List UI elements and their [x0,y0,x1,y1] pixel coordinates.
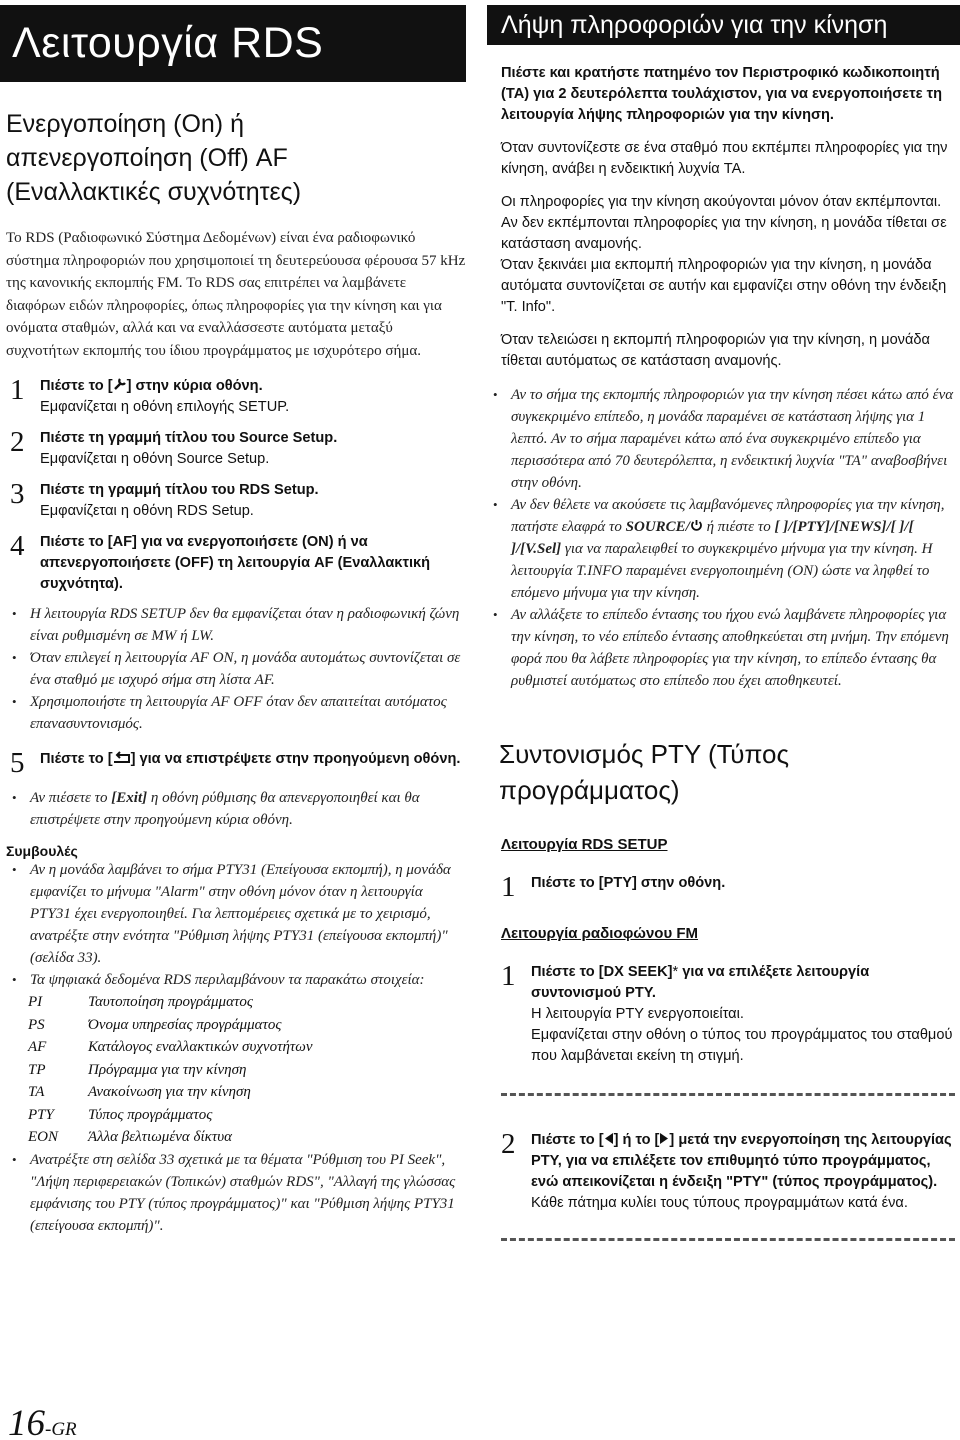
rds-abbreviations-table [28,991,313,1149]
table-row: AF Κατάλογος εναλλακτικών συχνοτήτων [28,1039,313,1055]
section-title-af: Ενεργοποίηση (On) ή απενεργοποίηση (Off) AF (Εναλλακτικές συχνότητες) [6,110,302,206]
table-row: PS Όνομα υπηρεσίας προγράμματος [28,1016,282,1033]
tips-list-2 [6,1149,466,1237]
tips-title: Συμβουλές [6,843,78,859]
table-row: EON Άλλα βελτιωμένα δίκτυα [28,1129,232,1145]
left-arrow-icon [604,1132,614,1145]
step-title: Πιέστε το [ ] στην κύρια οθόνη. [40,378,263,394]
list-item: • Αν το σήμα της εκπομπής πληροφοριών για την κίνηση πέσει κάτω από ένα συγκεκριμένο επίπεδο, η μονάδα παραμένει σε κατάσταση λήψης για 1 λεπτό. Αν το σήμα παραμένει κάτω από ένα συγκεκριμένο επίπεδο για περισσότερα από 70 δευτερόλεπτα, η ενδεικτική λυχνία "TA" αναβοσβήνει στην οθόνη. [487,384,957,494]
tools-icon [113,377,127,391]
step-number: 2 [501,1128,516,1160]
dashed-divider [501,1238,955,1241]
tips-list [6,859,466,991]
step-1 [6,376,466,418]
dashed-divider [501,1093,955,1096]
list-item: • Αν η μονάδα λαμβάνει το σήμα PTY31 (Επείγουσα εκπομπή), η μονάδα εμφανίζει το μήνυμα "Alarm" στην οθόνη μόνον όταν η λειτουργία PTY31 έχει ενεργοποιηθεί. Για λεπτομέρειες σχετικά με το χειρισμό, ανατρέξτε στην ενότητα "Ρύθμιση λήψης PTY31 (επείγουσα εκπομπή)" (σελίδα 33). [6,859,466,969]
page-title: Λειτουργία RDS [12,19,324,67]
step-title: Πιέστε τη γραμμή τίτλου του Source Setup. [40,430,338,446]
step-title: Πιέστε το [ ] ή το [ ] μετά την ενεργοποίηση της λειτουργίας PTY, για να επιλέξετε τον επιθυμητό τύπο προγράμματος, ενώ απεικονίζεται η ένδειξη "PTY" (τύπος προγράμματος). [531,1132,952,1190]
page-footer [8,1402,77,1440]
step-4 [6,532,466,595]
fm-step-2 [497,1130,957,1214]
step-desc: Η λειτουργία PTY ενεργοποιείται. [531,1006,744,1022]
list-item: • Τα ψηφιακά δεδομένα RDS περιλαμβάνουν τα παρακάτω στοιχεία: [6,969,466,991]
traffic-paragraph: Όταν ξεκινάει μια εκπομπή πληροφοριών για την κίνηση, η μονάδα αυτόματα συντονίζεται σε αυτήν και εμφανίζει στην οθόνη την ένδειξη "T. Info". [501,257,947,315]
traffic-section [501,63,957,1241]
list-item: • Αν δεν θέλετε να ακούσετε τις λαμβανόμενες πληροφορίες για την κίνηση, πατήστε ελαφρά το SOURCE/ ή πιέστε το [ ]/[PTY]/[NEWS]/[ ]/[ ]/[V.Sel] για να παραλειφθεί το συγκεκριμένο μήνυμα για την κίνηση. Η λειτουργία T.INFO παραμένει ενεργοποιημένη (ON) ώστε να ληφθεί το επόμενο μήνυμα για την κίνηση. [487,494,957,604]
back-arrow-icon [113,751,131,764]
list-item: • Αν πιέσετε το [Exit] η οθόνη ρύθμισης θα απενεργοποιηθεί και θα επιστρέψετε στην προηγούμενη κύρια οθόνη. [6,787,466,831]
subsection-fm-radio: Λειτουργία ραδιοφώνου FM [501,925,699,942]
step-number: 1 [501,871,516,903]
right-arrow-icon [659,1132,669,1145]
traffic-instruction: Πιέστε και κρατήστε πατημένο τον Περιστροφικό κωδικοποιητή (TA) για 2 δευτερόλεπτα τουλάχιστον, για να ενεργοποιήσετε τη λειτουργία λήψης πληροφοριών για την κίνηση. [501,65,943,123]
step-2 [6,428,466,470]
page-header [0,5,466,82]
list-item: • Η λειτουργία RDS SETUP δεν θα εμφανίζεται όταν η ραδιοφωνική ζώνη είναι ρυθμισμένη σε MW ή LW. [6,603,466,647]
af-notes [6,603,466,735]
step-number: 1 [10,374,25,406]
list-item: • Χρησιμοποιήστε τη λειτουργία AF OFF όταν δεν απαιτείται αυτόματος επανασυντονισμός. [6,691,466,735]
step-number: 4 [10,530,25,562]
step-title: Πιέστε το [ ] για να επιστρέψετε στην προηγούμενη οθόνη. [40,751,461,767]
step-title: Πιέστε το [DX SEEK]* για να επιλέξετε λειτουργία συντονισμού PTY. [531,964,870,1001]
step-desc: Κάθε πάτημα κυλίει τους τύπους προγραμμάτων κατά ένα. [531,1195,908,1211]
step-number: 3 [10,478,25,510]
traffic-paragraph: Οι πληροφορίες για την κίνηση ακούγονται μόνον όταν εκπέμπονται. Αν δεν εκπέμπονται πληροφορίες για την κίνηση, η μονάδα τίθεται σε κατάσταση αναμονής. [501,194,947,252]
list-item: • Αν αλλάξετε το επίπεδο έντασης του ήχου ενώ λαμβάνετε πληροφορίες για την κίνηση, το νέο επίπεδο έντασης αποθηκεύεται στη μνήμη. Την επόμενη φορά που θα λάβετε πληροφορίες για την κίνηση, το επίπεδο έντασης θα ρυθμιστεί αυτόματως στο επίπεδο που έχει αποθηκευτεί. [487,604,957,692]
step-3 [6,480,466,522]
step-number: 5 [10,747,25,779]
language-suffix: -GR [45,1419,77,1440]
list-item: • Όταν επιλεγεί η λειτουργία AF ON, η μονάδα αυτομάτως συντονίζεται σε ένα σταθμό με ισχυρό σήμα στη λίστα AF. [6,647,466,691]
table-row: TP Πρόγραμμα για την κίνηση [28,1061,247,1078]
table-row: TA Ανακοίνωση για την κίνηση [28,1084,251,1100]
step-desc: Εμφανίζεται στην οθόνη ο τύπος του προγράμματος του σταθμού που λαμβάνεται εκείνη τη στιγμή. [531,1027,953,1064]
traffic-paragraph: Όταν συντονίζεστε σε ένα σταθμό που εκπέμπει πληροφορίες για την κίνηση, ανάβει η ενδεικτική λυχνία TA. [501,140,948,177]
step-number: 1 [501,960,516,992]
step-desc: Εμφανίζεται η οθόνη RDS Setup. [40,503,254,519]
subsection-rds-setup: Λειτουργία RDS SETUP [501,836,668,853]
step-title: Πιέστε το [AF] για να ενεργοποιήσετε (ON) ή να απενεργοποιήσετε (OFF) τη λειτουργία AF (Εναλλακτική συχνότητα). [40,534,431,592]
rds-intro: Το RDS (Ραδιοφωνικό Σύστημα Δεδομένων) είναι ένα ραδιοφωνικό σύστημα πληροφοριών που χρησιμοποιεί τη δευτερεύουσα φέρουσα 57 kHz της κανονικής εκπομπής FM. Το RDS σας επιτρέπει να λαμβάνετε διαφόρων ειδών πληροφορίες, όπως πληροφορίες για την κίνηση και για ονόματα σταθμών, αλλά και να εναλλάσσεστε αυτόματα μεταξύ συχνοτήτων εκπομπής του ίδιου προγράμματος με ισχυρότερο σήμα. [6,230,466,359]
step-title: Πιέστε το [PTY] στην οθόνη. [531,875,726,891]
exit-note [6,787,466,831]
step-desc: Εμφανίζεται η οθόνη επιλογής SETUP. [40,399,290,415]
traffic-paragraph: Όταν τελειώσει η εκπομπή πληροφοριών για την κίνηση, η μονάδα τίθεται αυτόματως σε κατάσταση αναμονής. [501,332,930,369]
step-5 [6,749,466,777]
table-row: PI Ταυτοποίηση προγράμματος [28,994,253,1010]
power-icon [690,519,703,532]
page-number: 16 [8,1403,45,1440]
step-desc: Εμφανίζεται η οθόνη Source Setup. [40,451,270,467]
traffic-notes [487,384,957,692]
step-title: Πιέστε τη γραμμή τίτλου του RDS Setup. [40,482,319,498]
af-section [6,107,466,1237]
traffic-header: Λήψη πληροφοριών για την κίνηση [487,5,960,45]
table-row: PTY Τύπος προγράμματος [28,1106,213,1123]
fm-step-1 [497,962,957,1067]
pty-step-1 [497,873,957,901]
section-title-pty: Συντονισμός PTY (Τύπος προγράμματος) [499,739,790,805]
step-number: 2 [10,426,25,458]
list-item: • Ανατρέξτε στη σελίδα 33 σχετικά με τα θέματα "Ρύθμιση του PI Seek", "Λήψη περιφερειακών (Τοπικών) σταθμών RDS", "Αλλαγή της γλώσσας εμφάνισης του PTY (τύπος προγράμματος)" και "Ρύθμιση λήψης PTY31 (επείγουσα εκπομπή)". [6,1149,466,1237]
